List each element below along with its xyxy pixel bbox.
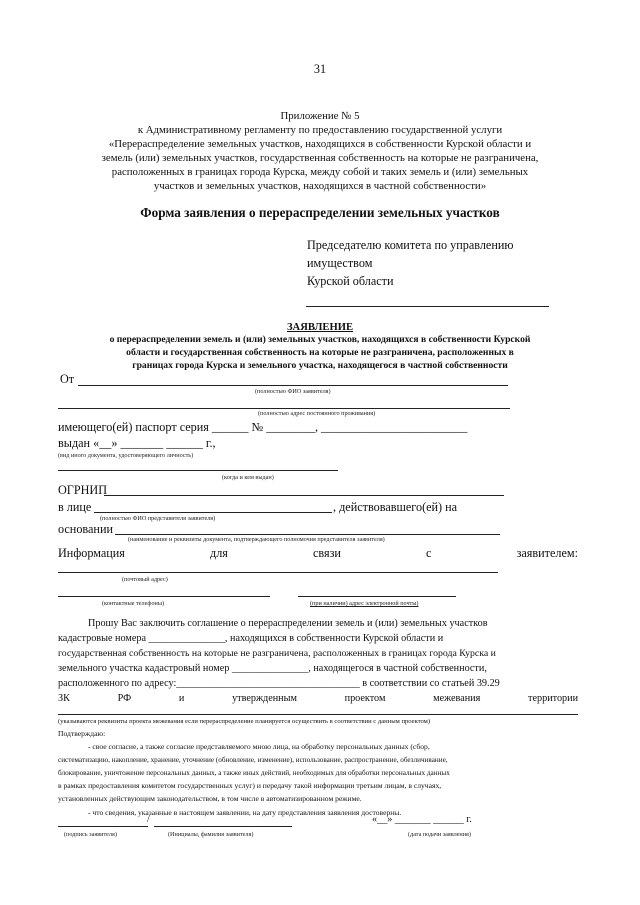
email-field[interactable] <box>298 596 456 597</box>
project-caption: (указываются реквизиты проекта межевания если перераспределение планируется осуществить в соответствии с данным проектом) <box>58 718 431 725</box>
request-line: кадастровые номера _______________, находящихся в собственности Курской области и <box>58 633 444 644</box>
appendix-line: земель (или) земельных участков, государственная собственность на которые не разграничена, <box>101 152 539 164</box>
project-field[interactable] <box>58 714 578 715</box>
appendix-title: Приложение № 5 <box>280 110 360 122</box>
rep-caption: (полностью ФИО представителя заявителя) <box>100 515 216 522</box>
ogrnip-label: ОГРНИП <box>58 483 108 497</box>
email-caption: (при наличии) адрес электронной почты) <box>310 600 419 607</box>
ogrnip-field[interactable] <box>104 495 504 496</box>
basis-label: основании <box>58 522 113 536</box>
request-line: государственная собственность на которые не разграничена, расположенных в границах города Курска и <box>58 648 496 659</box>
accuracy-line: - что сведения, указанные в настоящем заявлении, на дату представления заявления достоверны. <box>88 808 402 817</box>
signature-slash: / <box>147 814 150 825</box>
passport-line: имеющего(ей) паспорт серия ______ № ________, ________________________ <box>58 420 468 434</box>
request-line: Прошу Вас заключить соглашение о перераспределении земель и (или) земельных участков <box>88 618 488 629</box>
appendix-line: «Перераспределение земельных участков, находящихся в собственности Курской области и <box>108 138 532 150</box>
appendix-line: участков и земельных участков, находящихся в частной собственности» <box>153 180 487 192</box>
basis-field[interactable] <box>115 534 500 535</box>
request-word: территории <box>528 693 579 704</box>
request-word: проектом <box>344 693 386 704</box>
rep-prefix: в лице <box>58 500 92 514</box>
rep-suffix: , действовавшего(ей) на <box>333 500 458 514</box>
signature-field[interactable] <box>58 826 148 827</box>
request-word: ЗК <box>58 693 70 704</box>
rep-field[interactable] <box>94 512 332 513</box>
addressee-line: Курской области <box>307 274 394 288</box>
request-line: расположенного по адресу:____________________________________ в соответствии со статьей 39.29 <box>58 678 500 689</box>
phone-caption: (контактные телефоны) <box>102 600 165 607</box>
appendix-line: расположенных в границах города Курска, между собой и таких земель и (или) земельных <box>111 166 529 178</box>
consent-line: блокирование, уничтожение персональных данных, а также иных действий, необходимых для обработки персональных данных <box>58 769 450 777</box>
consent-line: - свое согласие, а также согласие представляемого мною лица, на обработку персональных данных (сбор, <box>88 742 430 751</box>
phone-field[interactable] <box>58 596 270 597</box>
contact-word: связи <box>313 546 341 560</box>
consent-line: в рамках предоставления комитетом государственных услуг) и передачу такой информации третьим лицам, в случаях, <box>58 781 442 790</box>
addressee-underline <box>306 306 549 307</box>
request-word: и <box>178 693 185 704</box>
contact-word: Информация <box>58 546 125 560</box>
initials-field[interactable] <box>154 826 292 827</box>
contact-word: для <box>210 546 228 560</box>
request-line: земельного участка кадастровый номер _______________, находящегося в частной собственности, <box>58 663 487 674</box>
basis-caption: (наименование и реквизиты документа, подтверждающего полномочия представителя заявителя) <box>128 536 385 543</box>
contact-word: с <box>426 546 432 560</box>
address-caption: (полностью адрес постоянного проживания) <box>258 410 376 417</box>
statement-line: границах города Курска и земельного участка, находящегося в частной собственности <box>132 360 508 371</box>
consent-line: систематизацию, накопление, хранение, уточнение (обновление, изменение), использование, распространение, обезличивание, <box>58 756 448 764</box>
date-caption: (дата подачи заявления) <box>408 831 471 838</box>
page-number: 31 <box>313 62 327 76</box>
address-field[interactable] <box>58 408 510 409</box>
issuer-field[interactable] <box>58 470 338 471</box>
addressee-line: имуществом <box>307 256 373 270</box>
postal-caption: (почтовый адрес) <box>122 576 168 583</box>
confirm-label: Подтверждаю: <box>58 729 106 738</box>
date-field[interactable]: «__» _______ ______ г. <box>372 814 472 825</box>
request-word: утвержденным <box>232 693 297 704</box>
statement-line: о перераспределении земель и (или) земельных участков, находящихся в собственности Курской <box>109 334 531 345</box>
appendix-line: к Административному регламенту по предоставлению государственной услуги <box>137 124 503 136</box>
contact-word: заявителем: <box>516 546 578 560</box>
sign-caption: (подпись заявителя) <box>64 831 117 838</box>
from-label: От <box>60 372 75 386</box>
issued-line: выдан «__» _______ ______ г., <box>58 436 216 450</box>
initials-caption: (Инициалы, фамилия заявителя) <box>168 831 254 838</box>
from-field[interactable] <box>78 385 508 386</box>
statement-title: ЗАЯВЛЕНИЕ <box>286 322 354 333</box>
issuer-caption: (когда и кем выдан) <box>222 474 274 481</box>
doc-caption: (вид иного документа, удостоверяющего личность) <box>58 452 194 459</box>
contact-line <box>58 546 578 561</box>
request-last-line <box>58 693 578 704</box>
postal-field[interactable] <box>58 572 498 573</box>
statement-line: области и государственная собственность на которые не разграничена, расположенных в <box>126 347 514 358</box>
request-word: межевания <box>433 693 481 704</box>
addressee-line: Председателю комитета по управлению <box>307 238 514 252</box>
consent-line: установленных действующим законодательством, в том числе в автоматизированном режиме. <box>58 794 362 803</box>
form-title: Форма заявления о перераспределении земельных участков <box>140 205 500 220</box>
request-word: РФ <box>117 693 132 704</box>
from-caption: (полностью ФИО заявителя) <box>255 388 331 395</box>
